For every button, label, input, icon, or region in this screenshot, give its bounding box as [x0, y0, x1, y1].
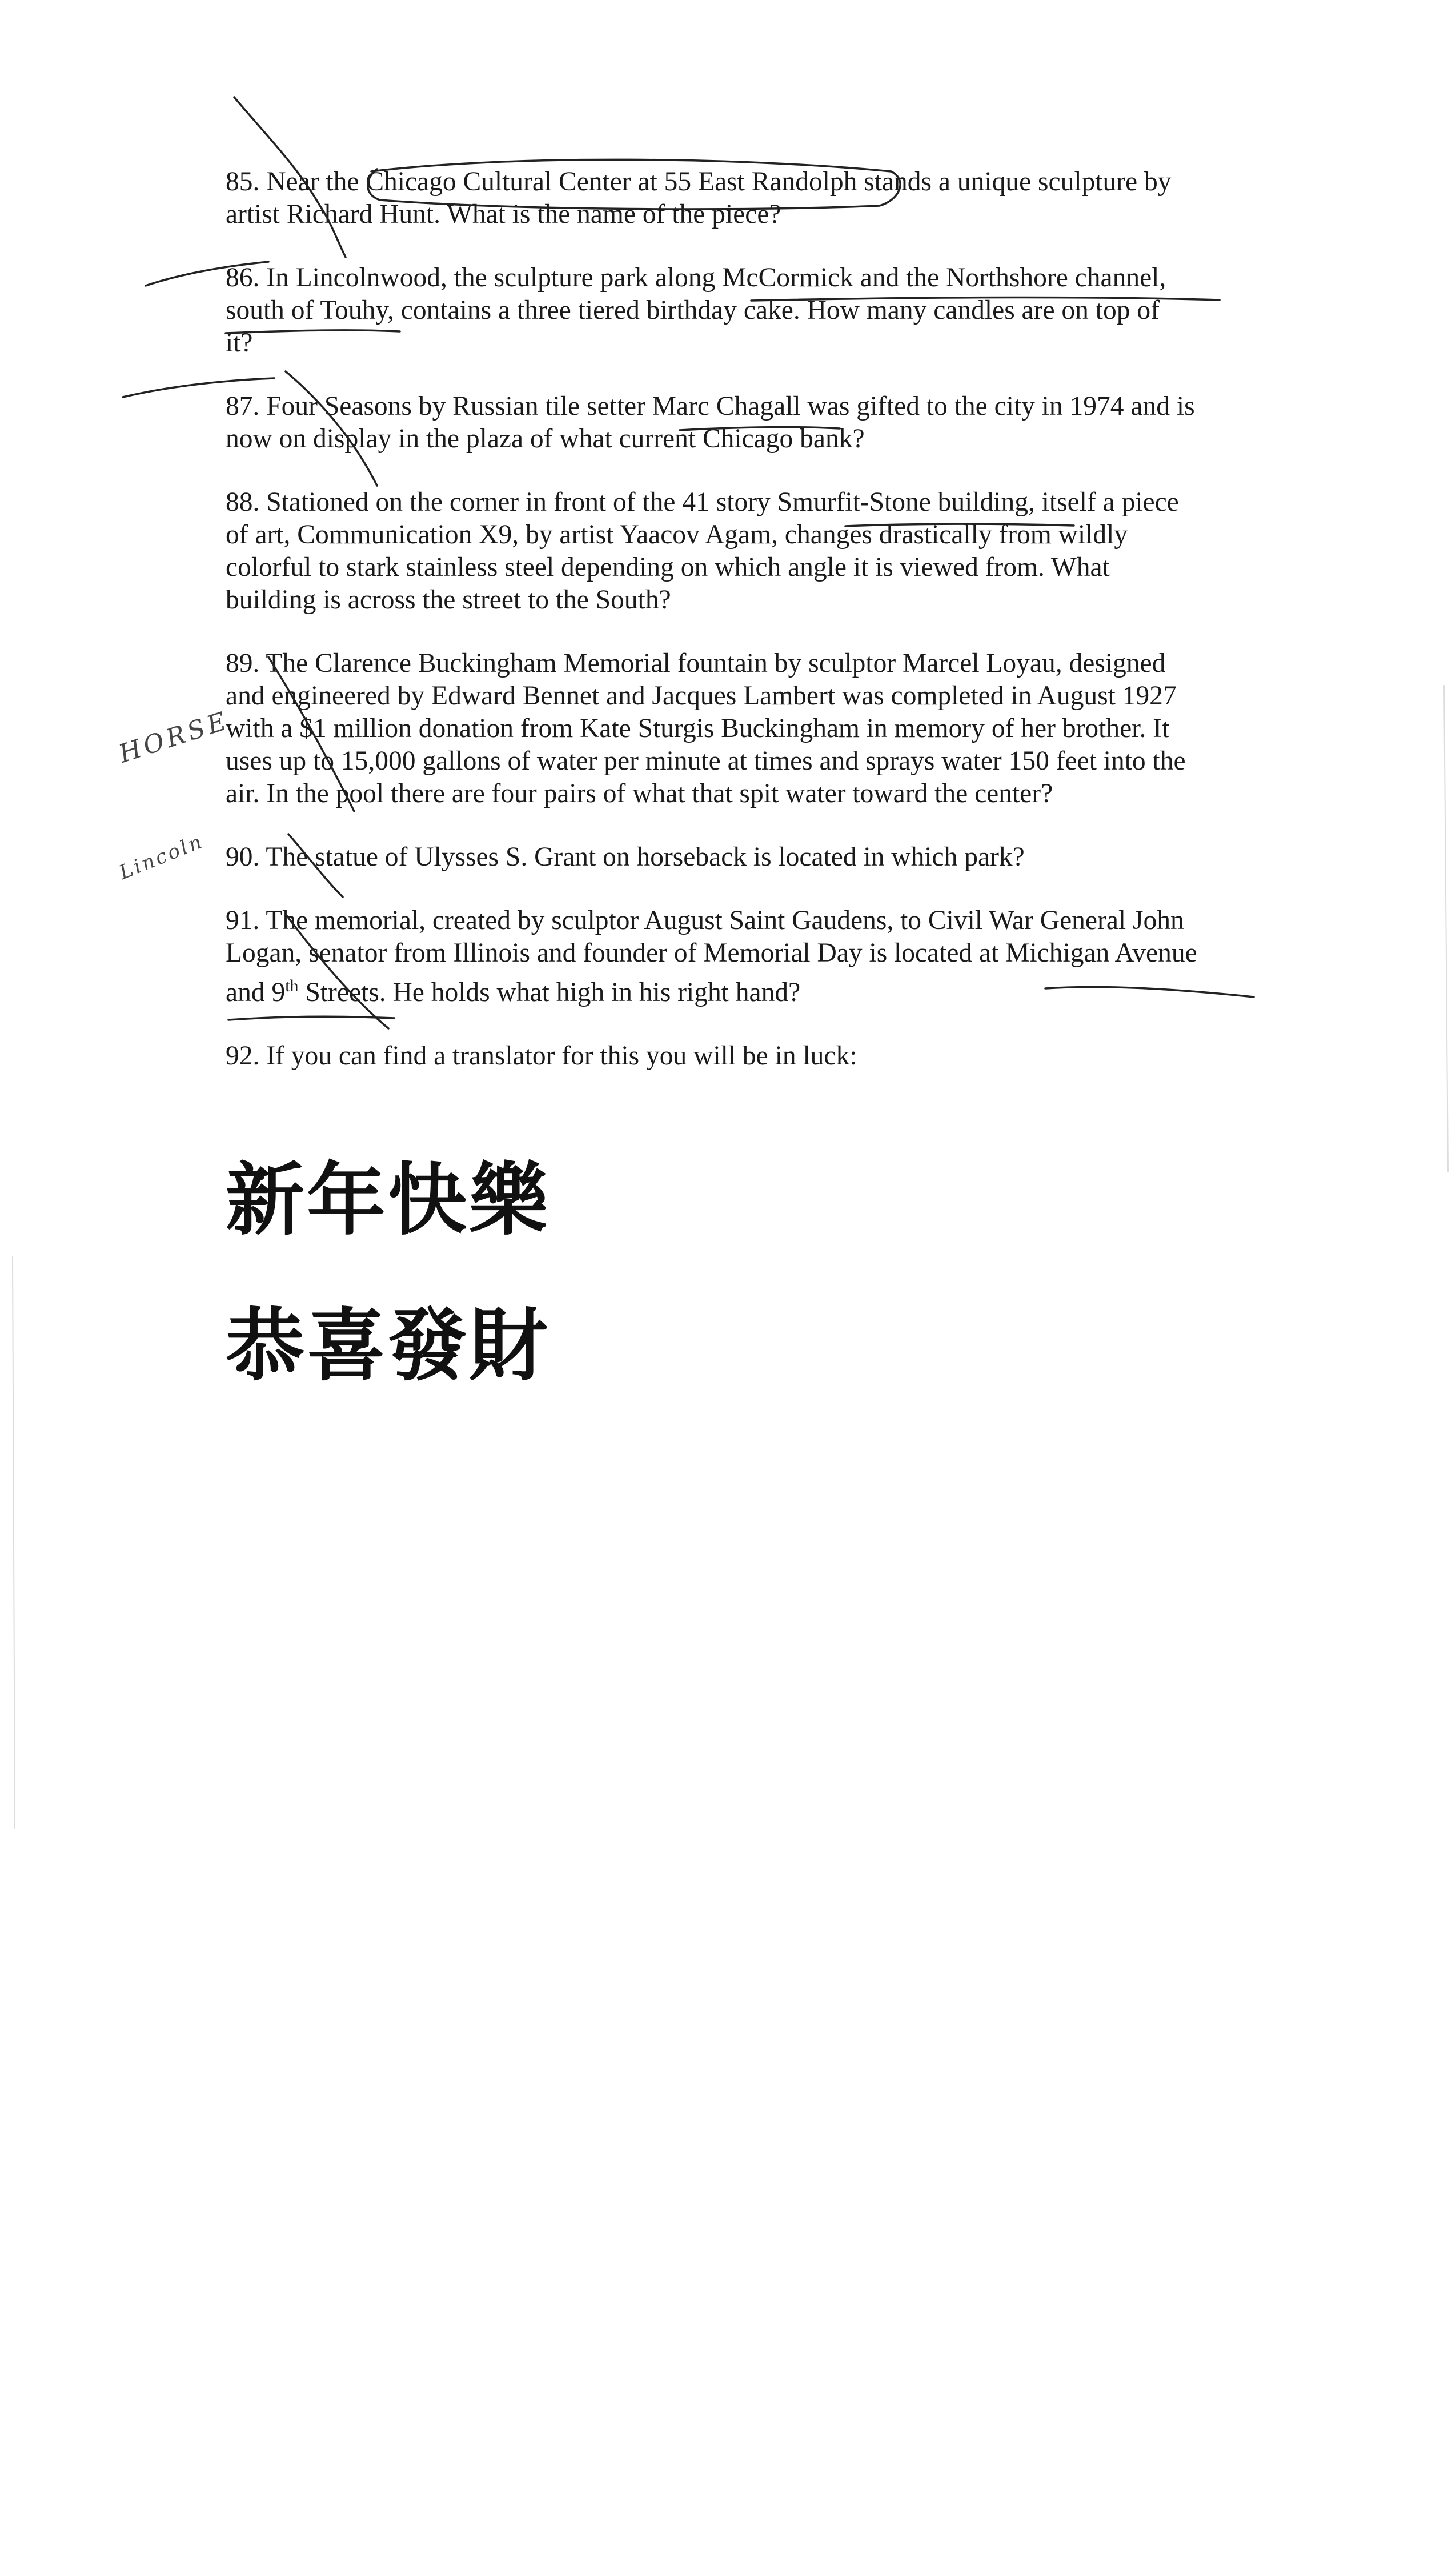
- question-text-line: now on display in the plaza of what current Chicago bank?: [226, 424, 865, 454]
- question-text-line: and engineered by Edward Bennet and Jacques Lambert was completed in August 1927: [226, 681, 1177, 711]
- question-number: 89.: [226, 648, 260, 678]
- question-text-line: The statue of Ulysses S. Grant on horseback is located in which park?: [266, 842, 1025, 872]
- question-88: [226, 486, 1265, 616]
- question-text-line: The memorial, created by sculptor August Saint Gaudens, to Civil War General John: [266, 906, 1184, 935]
- question-text-line: south of Touhy, contains a three tiered birthday cake. How many candles are on top of: [226, 295, 1160, 325]
- question-text-line: artist Richard Hunt. What is the name of the piece?: [226, 199, 781, 229]
- question-number: 86.: [226, 263, 260, 293]
- question-text-line: colorful to stark stainless steel depending on which angle it is viewed from. What: [226, 552, 1110, 582]
- question-number: 90.: [226, 842, 260, 872]
- question-text-line: uses up to 15,000 gallons of water per minute at times and sprays water 150 feet into the: [226, 746, 1186, 776]
- handwritten-answer-horse: HORSE: [115, 706, 233, 769]
- question-text-line: Logan, senator from Illinois and founder of Memorial Day is located at Michigan Avenue: [226, 938, 1197, 968]
- question-text-line: If you can find a translator for this you will be in luck:: [266, 1040, 857, 1071]
- question-text-line: of art, Communication X9, by artist Yaacov Agam, changes drastically from wildly: [226, 520, 1128, 550]
- question-number: 88.: [226, 487, 260, 517]
- question-text-line: Stationed on the corner in front of the 41 story Smurfit-Stone building, itself a piece: [266, 487, 1179, 517]
- question-87: [226, 390, 1265, 455]
- question-86: [226, 262, 1265, 359]
- question-text-line: with a $1 million donation from Kate Sturgis Buckingham in memory of her brother. It: [226, 714, 1170, 743]
- question-text-line: The Clarence Buckingham Memorial fountain by sculptor Marcel Loyau, designed: [266, 648, 1166, 678]
- question-text-line: it?: [226, 328, 253, 358]
- question-90: [226, 841, 1265, 874]
- question-list: [226, 166, 1265, 1103]
- question-91: [226, 904, 1265, 1009]
- question-number: 92.: [226, 1040, 260, 1071]
- question-number: 87.: [226, 391, 260, 421]
- handwritten-answer-lincoln: Lincoln: [116, 830, 207, 884]
- question-text-line: Four Seasons by Russian tile setter Marc Chagall was gifted to the city in 1974 and is: [266, 391, 1195, 421]
- question-85: [226, 166, 1265, 231]
- chinese-greeting-happy-new-year: 新年快樂: [226, 1154, 551, 1246]
- question-89: [226, 647, 1265, 810]
- question-text-line-last: and 9th Streets. He holds what high in his right hand?: [226, 976, 801, 1007]
- question-text-line: building is across the street to the South?: [226, 585, 671, 615]
- chinese-greeting-prosperity: 恭喜發財: [226, 1300, 551, 1392]
- question-92: [226, 1040, 1265, 1072]
- question-number: 85.: [226, 167, 260, 197]
- question-number: 91.: [226, 906, 260, 935]
- question-text-line: air. In the pool there are four pairs of what that spit water toward the center?: [226, 779, 1053, 808]
- scan-edge-right: [1444, 686, 1448, 1171]
- question-text-line: In Lincolnwood, the sculpture park along McCormick and the Northshore channel,: [266, 263, 1166, 293]
- scan-edge-left: [13, 1257, 15, 1828]
- ordinal-superscript: th: [285, 976, 299, 995]
- question-text-line: Near the Chicago Cultural Center at 55 East Randolph stands a unique sculpture by: [266, 167, 1172, 197]
